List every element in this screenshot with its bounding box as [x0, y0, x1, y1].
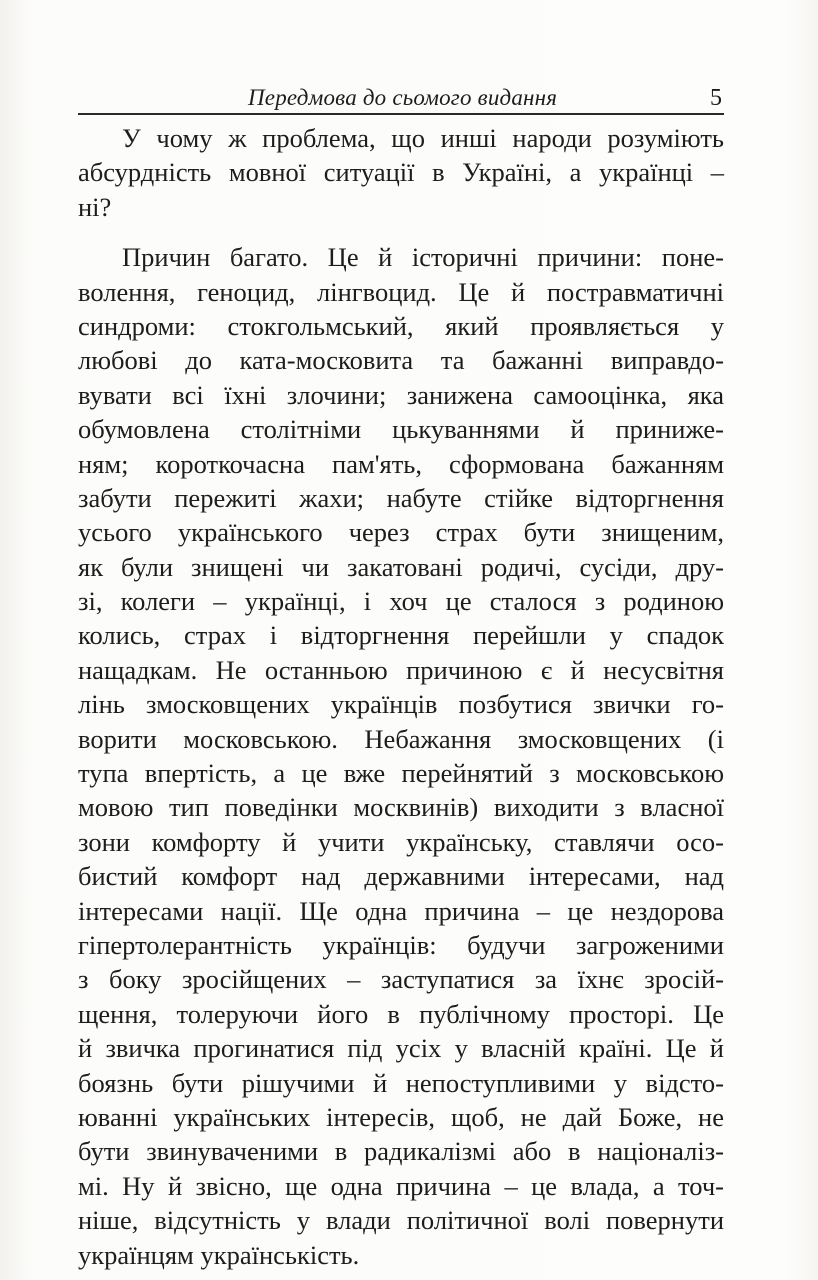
- text-line: синдроми: стокгольмський, який проявляється у: [78, 310, 724, 341]
- text-line: У чому ж проблема, що инші народи розуміють: [122, 123, 724, 153]
- text-line: ворити московською. Небажання змосковщених (і: [78, 723, 724, 754]
- text-line: мовою тип поведінки москвинів) виходити з власної: [78, 792, 724, 823]
- page-number: 5: [710, 85, 722, 111]
- text-line: Причин багато. Це й історичні причини: поне-: [122, 242, 724, 273]
- text-line: вувати всі їхні злочини; занижена самооцінка, яка: [78, 379, 724, 410]
- text-line: гіпертолерантність українців: будучи загроженими: [78, 929, 724, 960]
- text-line: ніше, відсутність у влади політичної волі повернути: [78, 1205, 724, 1236]
- paragraph-gap: [78, 224, 724, 240]
- text-line: усього українського через страх бути знищеним,: [78, 517, 724, 548]
- text-line: як були знищені чи закатовані родичі, сусіди, дру-: [78, 551, 724, 582]
- text-line: нащадкам. Не останньою причиною є й несусвітня: [78, 654, 724, 685]
- text-line: українцям українськість.: [78, 1239, 360, 1270]
- running-header: [78, 85, 724, 115]
- text-line: щення, толеруючи його в публічному просторі. Це: [78, 998, 724, 1029]
- text-line: бути звинуваченими в радикалізмі або в націоналіз-: [78, 1136, 724, 1167]
- text-line: з боку зросійщених – заступатися за їхнє зросій-: [78, 964, 724, 995]
- text-line: забути пережиті жахи; набуте стійке відторгнення: [78, 482, 724, 513]
- text-line: зони комфорту й учити українську, ставлячи осо-: [78, 826, 724, 857]
- paragraph-2: [78, 240, 724, 1272]
- text-line: бистий комфорт над державними інтересами, над: [78, 861, 724, 892]
- text-line: лінь змосковщених українців позбутися звички го-: [78, 689, 724, 720]
- text-line: ням; короткочасна пам'ять, сформована бажанням: [78, 448, 724, 479]
- text-line: зі, колеги – українці, і хоч це сталося з родиною: [78, 586, 724, 617]
- text-line: обумовлена столітніми цькуваннями й приниже-: [78, 414, 724, 445]
- text-line: мі. Ну й звісно, ще одна причина – це влада, а точ-: [78, 1170, 724, 1201]
- body-text: [78, 121, 724, 1272]
- text-line: тупа впертість, а це вже перейнятий з московською: [78, 758, 724, 789]
- text-line: інтересами нації. Ще одна причина – це нездорова: [78, 895, 724, 926]
- running-title: Передмова до сьомого видання: [248, 85, 558, 110]
- paragraph-1: [78, 121, 724, 224]
- text-line: колись, страх і відторгнення перейшли у спадок: [78, 620, 724, 651]
- text-line: юванні українських інтересів, щоб, не дай Боже, не: [78, 1101, 724, 1132]
- text-line: волення, геноцид, лінгвоцид. Це й постравматичні: [78, 276, 724, 307]
- text-line: ні?: [78, 191, 112, 222]
- text-line: й звичка прогинатися під усіх у власній країні. Це й: [78, 1033, 724, 1064]
- text-line: боязнь бути рішучими й непоступливими у відсто-: [78, 1067, 724, 1098]
- text-line: абсурдність мовної ситуації в Україні, а українці –: [78, 157, 724, 188]
- text-line: любові до ката-московита та бажанні виправдо-: [78, 345, 724, 376]
